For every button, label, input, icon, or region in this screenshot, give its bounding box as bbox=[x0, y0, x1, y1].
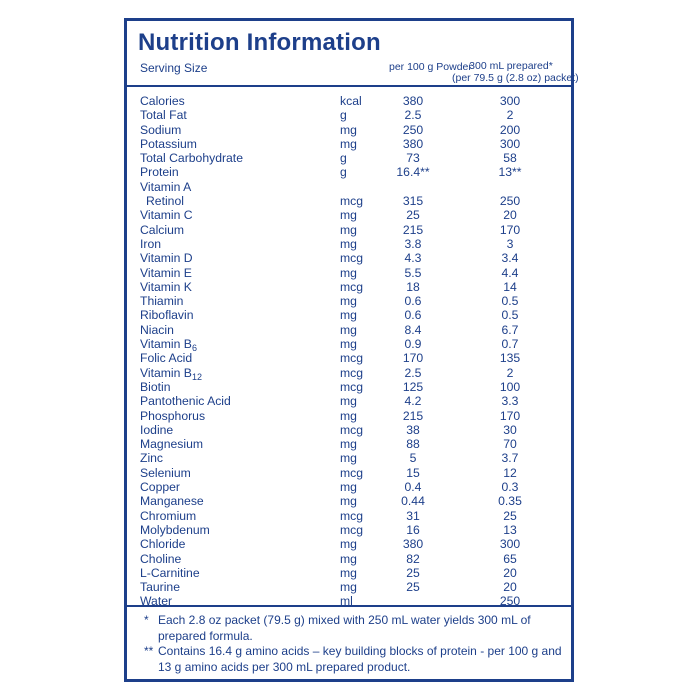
value-prepared: 4.4 bbox=[501, 265, 519, 280]
nutrient-row bbox=[127, 337, 571, 354]
value-prepared: 170 bbox=[499, 222, 521, 237]
value-per-100g: 0.9 bbox=[404, 337, 422, 352]
value-prepared: 250 bbox=[499, 594, 521, 609]
nutrient-name-text: Water bbox=[140, 594, 173, 609]
nutrient-name-text: Riboflavin bbox=[140, 308, 194, 323]
panel-title: Nutrition Information bbox=[138, 29, 381, 56]
nutrient-name-text: Pantothenic Acid bbox=[140, 394, 231, 409]
nutrient-unit: mcg bbox=[340, 522, 364, 537]
value-per-100g: 4.2 bbox=[404, 394, 422, 409]
nutrient-unit: kcal bbox=[340, 94, 362, 108]
column-header-per-100g: per 100 g Powder bbox=[389, 61, 472, 73]
value-per-100g: 215 bbox=[402, 408, 424, 423]
nutrient-name bbox=[140, 466, 191, 480]
nutrient-unit: mg bbox=[340, 294, 357, 309]
nutrient-row bbox=[127, 123, 571, 137]
nutrient-unit: mg bbox=[340, 408, 357, 423]
nutrient-name-text: Vitamin D bbox=[140, 251, 193, 266]
value-prepared: 70 bbox=[503, 437, 517, 452]
nutrient-row bbox=[127, 580, 571, 594]
nutrient-name-text: Vitamin C bbox=[140, 208, 193, 223]
nutrient-name-text: Thiamin bbox=[140, 294, 184, 309]
nutrient-name bbox=[140, 123, 181, 137]
value-prepared: 0.7 bbox=[501, 337, 519, 352]
nutrient-unit: mg bbox=[340, 580, 357, 595]
column-header-prepared-line1: 300 mL prepared* bbox=[469, 60, 553, 72]
value-prepared: 3 bbox=[506, 236, 514, 251]
nutrient-name bbox=[140, 380, 171, 394]
nutrient-unit: mcg bbox=[340, 422, 364, 437]
nutrient-name bbox=[140, 580, 180, 594]
nutrient-row bbox=[127, 466, 571, 480]
footer-divider bbox=[127, 605, 571, 607]
value-prepared: 300 bbox=[499, 136, 521, 151]
nutrient-row bbox=[127, 423, 571, 437]
value-prepared: 200 bbox=[499, 122, 521, 137]
nutrient-row bbox=[127, 480, 571, 494]
value-per-100g: 170 bbox=[402, 351, 424, 366]
nutrient-unit: mcg bbox=[340, 465, 364, 480]
nutrient-row bbox=[127, 308, 571, 322]
nutrient-unit: g bbox=[340, 165, 347, 180]
value-per-100g: 215 bbox=[402, 222, 424, 237]
nutrient-unit: g bbox=[340, 108, 347, 123]
value-per-100g: 88 bbox=[406, 437, 420, 452]
nutrient-unit: mg bbox=[340, 537, 357, 552]
value-prepared: 3.4 bbox=[501, 251, 519, 266]
value-per-100g: 16.4** bbox=[396, 165, 430, 180]
nutrient-row bbox=[127, 137, 571, 151]
nutrient-name-subscript: 6 bbox=[191, 343, 197, 354]
nutrient-row bbox=[127, 523, 571, 537]
value-per-100g: 38 bbox=[406, 422, 420, 437]
nutrient-name bbox=[140, 294, 183, 308]
nutrient-name-text: Phosphorus bbox=[140, 408, 206, 423]
nutrient-name bbox=[140, 451, 163, 465]
header-divider bbox=[127, 85, 571, 87]
nutrient-name-text: Chloride bbox=[140, 537, 186, 552]
nutrient-name bbox=[146, 194, 184, 208]
value-per-100g: 15 bbox=[406, 465, 420, 480]
value-per-100g: 73 bbox=[406, 151, 420, 166]
nutrient-unit: mg bbox=[340, 565, 357, 580]
value-prepared: 0.3 bbox=[501, 480, 519, 495]
nutrient-unit: mg bbox=[340, 451, 357, 466]
nutrient-unit: mcg bbox=[340, 365, 364, 380]
nutrient-name-text: Selenium bbox=[140, 465, 191, 480]
nutrient-name bbox=[140, 351, 192, 365]
value-per-100g: 2.5 bbox=[404, 365, 422, 380]
value-per-100g: 0.6 bbox=[404, 294, 422, 309]
nutrient-unit: mg bbox=[340, 494, 357, 509]
nutrient-name-subscript: 12 bbox=[191, 371, 202, 382]
nutrient-unit: mcg bbox=[340, 379, 364, 394]
value-prepared: 2 bbox=[506, 365, 514, 380]
value-prepared: 135 bbox=[499, 351, 521, 366]
nutrient-name-text: Total Fat bbox=[140, 108, 187, 123]
nutrient-unit: mg bbox=[340, 551, 357, 566]
nutrient-unit: mcg bbox=[340, 279, 364, 294]
value-per-100g: 25 bbox=[406, 565, 420, 580]
nutrient-row bbox=[127, 451, 571, 465]
nutrient-name bbox=[140, 151, 243, 165]
nutrient-name-text: L-Carnitine bbox=[140, 565, 200, 580]
nutrient-name-text: Folic Acid bbox=[140, 351, 193, 366]
nutrient-name bbox=[140, 165, 179, 179]
nutrient-name-text: Potassium bbox=[140, 136, 197, 151]
nutrient-row bbox=[127, 537, 571, 551]
nutrient-row bbox=[127, 266, 571, 280]
value-per-100g: 5 bbox=[409, 451, 417, 466]
nutrient-name bbox=[140, 180, 191, 194]
nutrient-row bbox=[127, 566, 571, 580]
nutrient-name bbox=[140, 409, 205, 423]
value-per-100g: 5.5 bbox=[404, 265, 422, 280]
value-prepared: 0.35 bbox=[498, 494, 522, 509]
value-prepared: 6.7 bbox=[501, 322, 519, 337]
footnote-mark: ** bbox=[144, 644, 154, 658]
nutrient-unit: ml bbox=[340, 594, 353, 609]
value-prepared: 0.5 bbox=[501, 294, 519, 309]
nutrient-unit: mcg bbox=[340, 508, 364, 523]
value-per-100g: 380 bbox=[402, 94, 424, 108]
nutrient-row bbox=[127, 151, 571, 165]
nutrient-row bbox=[127, 180, 571, 194]
nutrient-name bbox=[140, 237, 161, 251]
nutrient-name-text: Vitamin E bbox=[140, 265, 192, 280]
value-prepared: 12 bbox=[503, 465, 517, 480]
nutrient-name-text: Calcium bbox=[140, 222, 185, 237]
value-prepared: 170 bbox=[499, 408, 521, 423]
nutrient-unit: mg bbox=[340, 265, 357, 280]
nutrient-row bbox=[127, 437, 571, 451]
value-per-100g: 3.8 bbox=[404, 236, 422, 251]
value-per-100g: 82 bbox=[406, 551, 420, 566]
nutrient-unit: mcg bbox=[340, 194, 364, 209]
value-per-100g: 0.44 bbox=[401, 494, 425, 509]
nutrient-name-text: Taurine bbox=[140, 580, 180, 595]
nutrient-row bbox=[127, 351, 571, 365]
nutrient-row bbox=[127, 165, 571, 179]
nutrient-unit: mg bbox=[340, 437, 357, 452]
nutrient-row bbox=[127, 366, 571, 380]
nutrient-unit: mg bbox=[340, 394, 357, 409]
value-per-100g: 0.4 bbox=[404, 480, 422, 495]
nutrient-row bbox=[127, 251, 571, 265]
nutrient-name-text: Manganese bbox=[140, 494, 204, 509]
nutrient-unit: mg bbox=[340, 322, 357, 337]
nutrient-name bbox=[140, 266, 192, 280]
nutrient-name-text: Vitamin K bbox=[140, 279, 192, 294]
nutrient-name bbox=[140, 437, 203, 451]
nutrient-name-text: Chromium bbox=[140, 508, 197, 523]
value-prepared: 20 bbox=[503, 580, 517, 595]
nutrient-unit: mg bbox=[340, 236, 357, 251]
nutrient-row bbox=[127, 237, 571, 251]
nutrient-name-text: Biotin bbox=[140, 379, 171, 394]
nutrient-name bbox=[140, 480, 180, 494]
value-prepared: 250 bbox=[499, 194, 521, 209]
value-prepared: 0.5 bbox=[501, 308, 519, 323]
value-prepared: 65 bbox=[503, 551, 517, 566]
nutrient-row bbox=[127, 409, 571, 423]
nutrient-name bbox=[140, 394, 231, 408]
value-prepared: 13** bbox=[498, 165, 522, 180]
nutrient-unit: mg bbox=[340, 480, 357, 495]
nutrient-name bbox=[140, 509, 196, 523]
value-prepared: 58 bbox=[503, 151, 517, 166]
nutrient-table bbox=[127, 94, 571, 609]
nutrition-panel bbox=[124, 18, 579, 682]
nutrient-name bbox=[140, 566, 200, 580]
nutrient-name bbox=[140, 366, 202, 380]
nutrient-row bbox=[127, 208, 571, 222]
value-per-100g: 2.5 bbox=[404, 108, 422, 123]
nutrient-row bbox=[127, 380, 571, 394]
footnote-mark: * bbox=[144, 613, 149, 627]
value-prepared: 2 bbox=[506, 108, 514, 123]
nutrient-name-text: Iron bbox=[140, 236, 162, 251]
value-prepared: 20 bbox=[503, 565, 517, 580]
nutrient-name-text: Total Carbohydrate bbox=[140, 151, 243, 166]
value-per-100g: 25 bbox=[406, 580, 420, 595]
nutrient-unit: mg bbox=[340, 136, 357, 151]
nutrient-name-text: Vitamin B bbox=[140, 337, 192, 352]
nutrient-name bbox=[140, 523, 210, 537]
nutrient-name-text: Choline bbox=[140, 551, 182, 566]
nutrient-name bbox=[140, 337, 197, 354]
nutrient-name bbox=[140, 423, 173, 437]
nutrient-name-text: Molybdenum bbox=[140, 522, 210, 537]
value-prepared: 14 bbox=[503, 279, 517, 294]
nutrient-name bbox=[140, 108, 187, 122]
value-per-100g: 250 bbox=[402, 122, 424, 137]
value-prepared: 3.7 bbox=[501, 451, 519, 466]
nutrient-row bbox=[127, 194, 571, 208]
nutrient-row bbox=[127, 509, 571, 523]
value-per-100g: 25 bbox=[406, 208, 420, 223]
value-prepared: 25 bbox=[503, 508, 517, 523]
value-prepared: 300 bbox=[499, 94, 521, 108]
value-per-100g: 8.4 bbox=[404, 322, 422, 337]
nutrient-row bbox=[127, 280, 571, 294]
nutrient-name-text: Retinol bbox=[146, 194, 184, 209]
nutrient-name-text: Sodium bbox=[140, 122, 182, 137]
value-prepared: 20 bbox=[503, 208, 517, 223]
nutrient-unit: mg bbox=[340, 308, 357, 323]
value-prepared: 100 bbox=[499, 379, 521, 394]
nutrient-name bbox=[140, 251, 193, 265]
nutrient-row bbox=[127, 552, 571, 566]
nutrient-name-text: Calories bbox=[140, 94, 185, 108]
nutrient-row bbox=[127, 494, 571, 508]
nutrient-unit: mg bbox=[340, 122, 357, 137]
footnote-text: Contains 16.4 g amino acids – key building blocks of protein - per 100 g and 13 g amino acids per 300 mL prepared product. bbox=[158, 644, 562, 674]
value-per-100g: 18 bbox=[406, 279, 420, 294]
nutrient-row bbox=[127, 323, 571, 337]
nutrient-unit: g bbox=[340, 151, 347, 166]
value-prepared: 13 bbox=[503, 522, 517, 537]
nutrient-name bbox=[140, 537, 185, 551]
nutrient-row bbox=[127, 394, 571, 408]
nutrient-name-text: Niacin bbox=[140, 322, 174, 337]
nutrient-name bbox=[140, 323, 174, 337]
nutrient-name bbox=[140, 137, 197, 151]
value-per-100g: 125 bbox=[402, 379, 424, 394]
value-per-100g: 380 bbox=[402, 537, 424, 552]
nutrient-name-text: Protein bbox=[140, 165, 179, 180]
nutrient-name bbox=[140, 280, 192, 294]
value-prepared: 30 bbox=[503, 422, 517, 437]
value-per-100g: 31 bbox=[406, 508, 420, 523]
value-per-100g: 315 bbox=[402, 194, 424, 209]
nutrient-name-text: Magnesium bbox=[140, 437, 203, 452]
nutrient-unit: mcg bbox=[340, 351, 364, 366]
value-per-100g: 0.6 bbox=[404, 308, 422, 323]
nutrient-unit: mcg bbox=[340, 251, 364, 266]
nutrient-unit: mg bbox=[340, 337, 357, 352]
nutrient-name-text: Copper bbox=[140, 480, 180, 495]
value-prepared: 3.3 bbox=[501, 394, 519, 409]
nutrient-name bbox=[140, 552, 181, 566]
nutrient-row bbox=[127, 108, 571, 122]
value-per-100g: 380 bbox=[402, 136, 424, 151]
nutrient-name-text: Iodine bbox=[140, 422, 174, 437]
column-header-prepared bbox=[452, 60, 579, 84]
column-header-prepared-line2: (per 79.5 g (2.8 oz) packet) bbox=[452, 72, 579, 84]
nutrient-name bbox=[140, 223, 184, 237]
value-per-100g: 16 bbox=[406, 522, 420, 537]
nutrient-name bbox=[140, 494, 204, 508]
nutrient-unit: mg bbox=[340, 208, 357, 223]
nutrient-name-text: Vitamin B bbox=[140, 365, 192, 380]
nutrient-name-text: Vitamin A bbox=[140, 179, 192, 194]
footnote-text: Each 2.8 oz packet (79.5 g) mixed with 250 mL water yields 300 mL of prepared formula. bbox=[158, 613, 531, 643]
nutrient-unit: mg bbox=[340, 222, 357, 237]
nutrient-name-text: Zinc bbox=[140, 451, 164, 466]
nutrient-row bbox=[127, 294, 571, 308]
nutrient-row bbox=[127, 94, 571, 108]
value-per-100g: 4.3 bbox=[404, 251, 422, 266]
nutrient-name bbox=[140, 208, 193, 222]
value-prepared: 300 bbox=[499, 537, 521, 552]
nutrient-name bbox=[140, 94, 185, 108]
serving-size-label: Serving Size bbox=[140, 61, 208, 75]
nutrient-name bbox=[140, 308, 194, 322]
nutrient-row bbox=[127, 223, 571, 237]
